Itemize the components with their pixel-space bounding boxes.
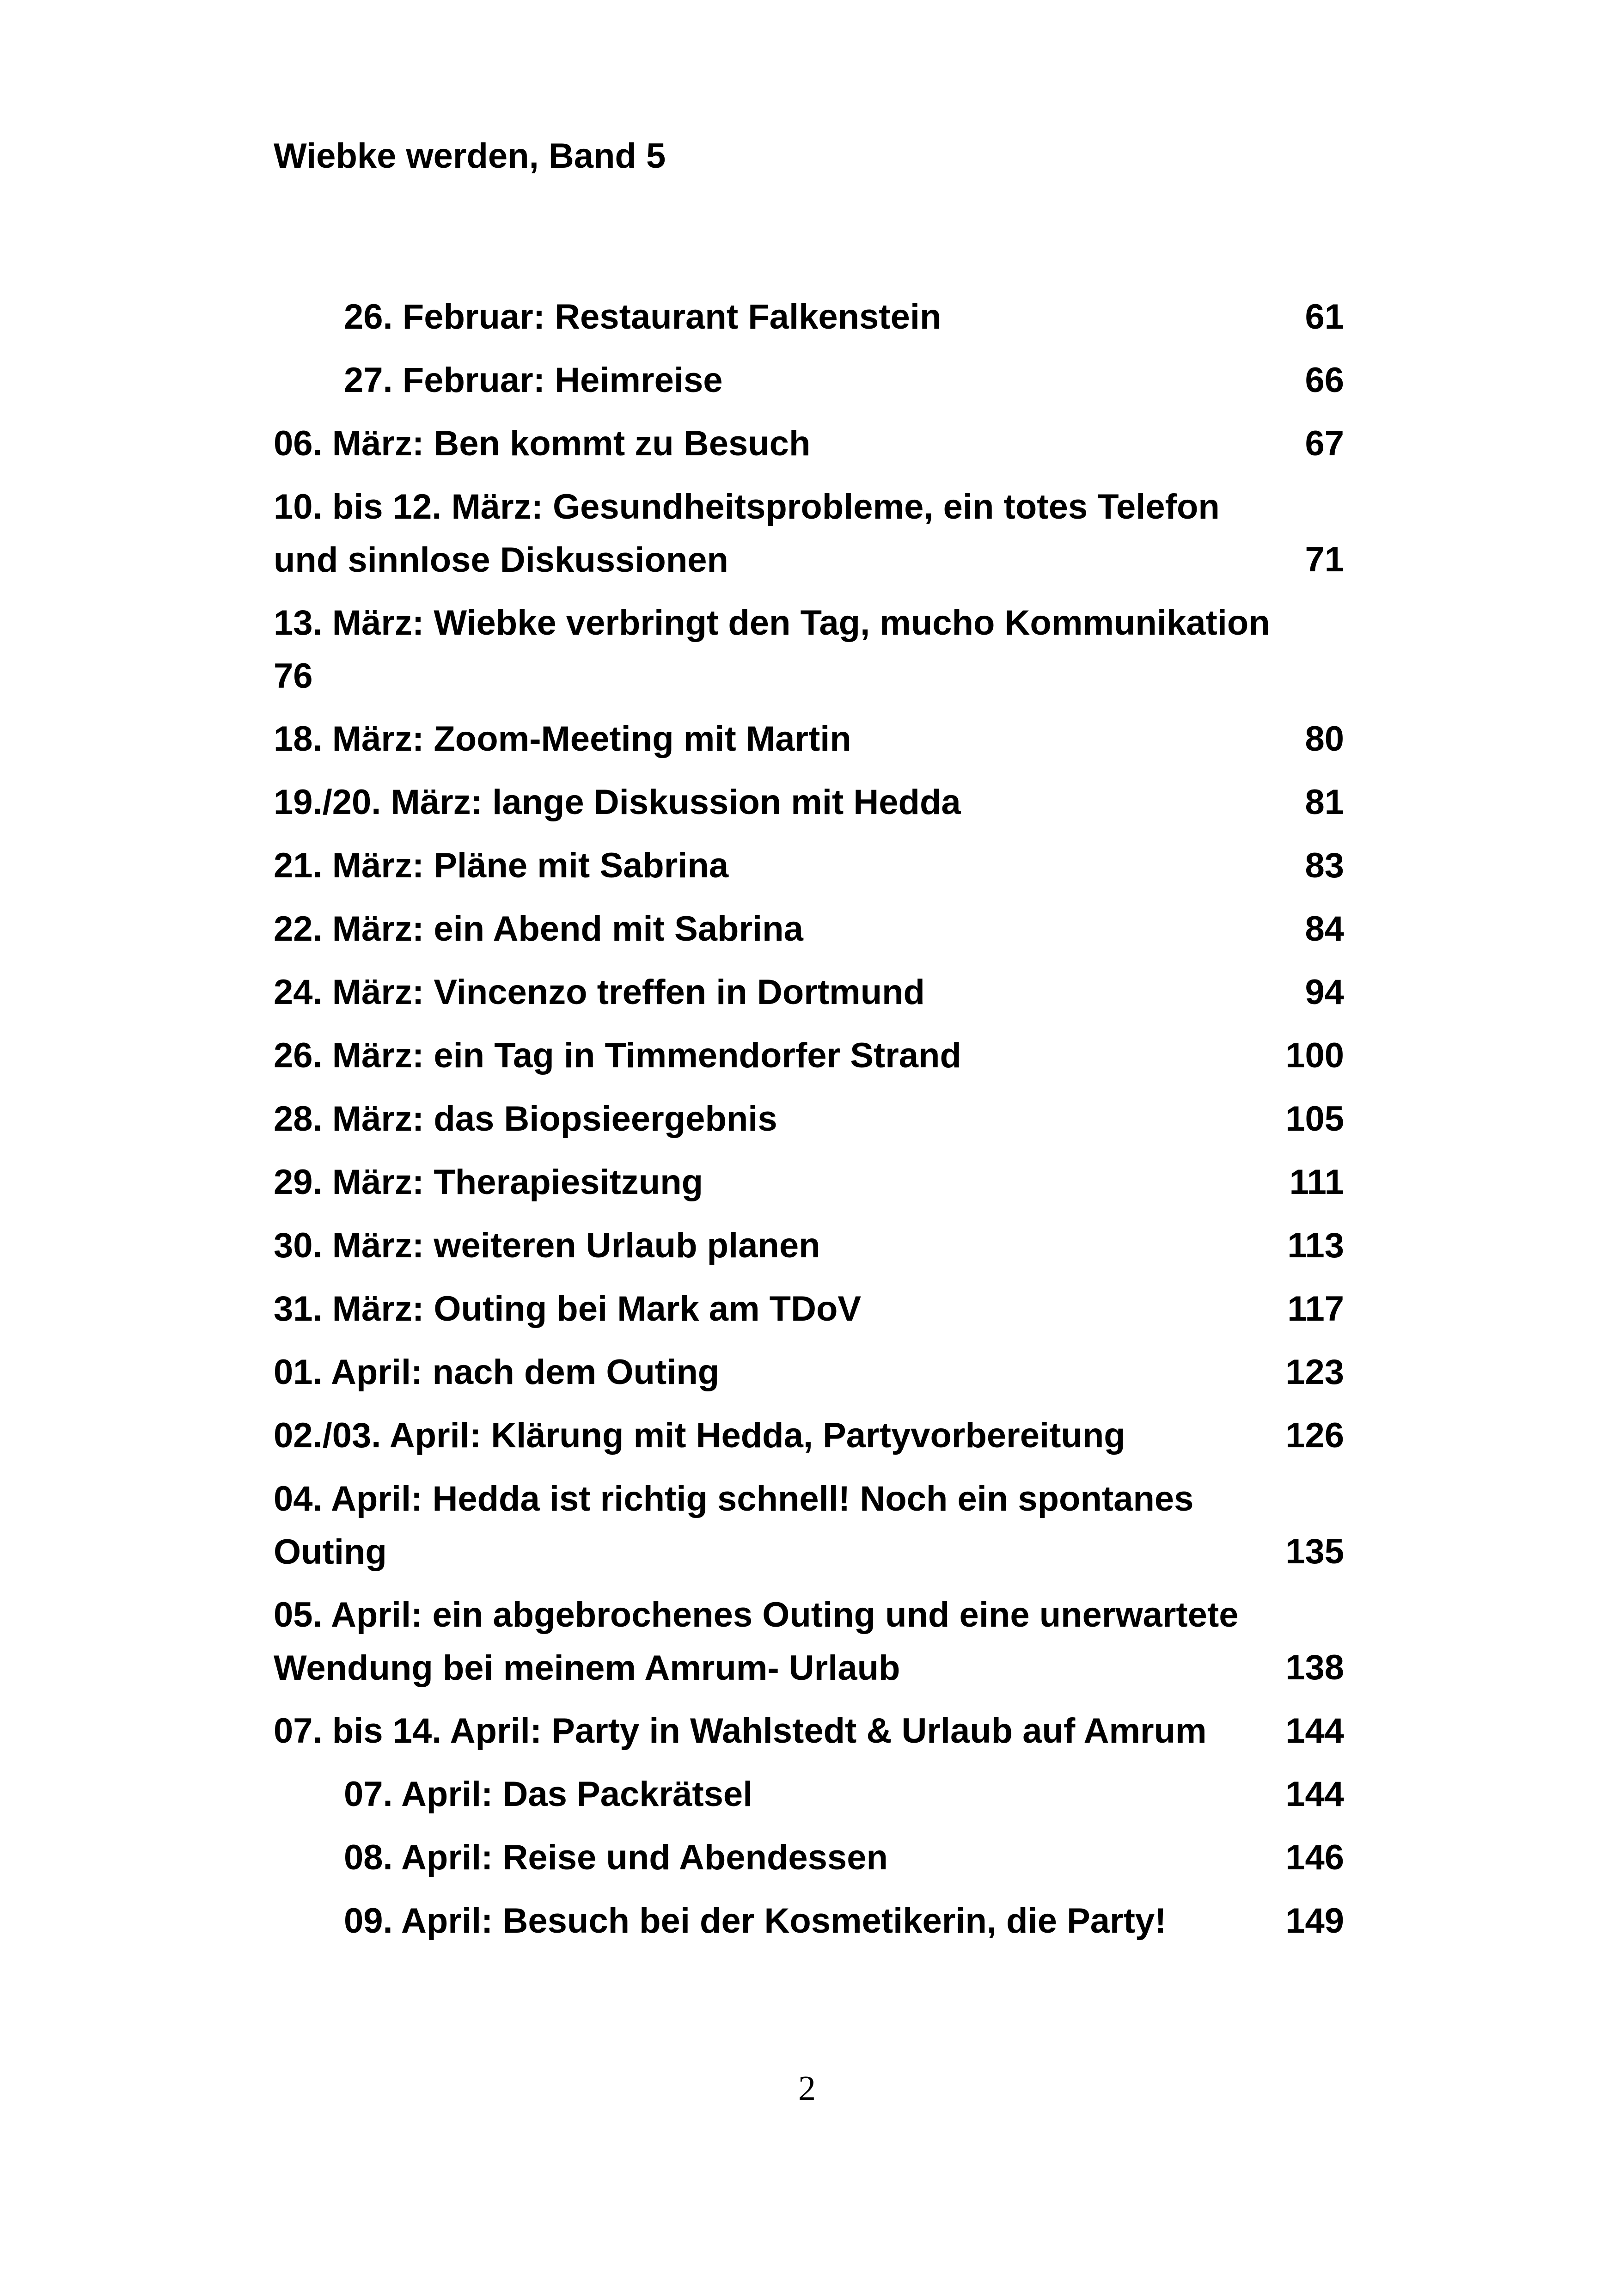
toc-entry-title: 22. März: ein Abend mit Sabrina	[274, 909, 803, 949]
toc-entry-title: 02./03. April: Klärung mit Hedda, Partyvorbereitung	[274, 1416, 1125, 1455]
toc-entry-title: 27. Februar: Heimreise	[344, 361, 723, 400]
toc-entry	[274, 1704, 1344, 1768]
toc-entry-page: 67	[1305, 424, 1344, 463]
toc-entry-page: 81	[1305, 783, 1344, 822]
toc-entry-page: 80	[1305, 719, 1344, 759]
toc-entry-title: 18. März: Zoom-Meeting mit Martin	[274, 719, 851, 759]
toc-entry-page: 126	[1285, 1416, 1344, 1455]
toc-entry-page: 111	[1289, 1163, 1344, 1202]
toc-entry	[274, 839, 1344, 902]
toc-entry	[274, 1831, 1344, 1894]
toc-entry-title: 31. März: Outing bei Mark am TDoV	[274, 1289, 862, 1329]
toc-entry-page: 83	[1305, 846, 1344, 885]
toc-entry-title: 21. März: Pläne mit Sabrina	[274, 846, 729, 885]
toc-entry-page: 61	[1305, 297, 1344, 337]
toc-entry	[274, 1472, 1344, 1588]
toc-entry-title: 26. März: ein Tag in Timmendorfer Strand	[274, 1036, 961, 1075]
table-of-contents	[274, 290, 1344, 1958]
toc-entry-title: 08. April: Reise und Abendessen	[344, 1838, 888, 1877]
toc-entry-title: 01. April: nach dem Outing	[274, 1353, 720, 1392]
page-number: 2	[798, 2069, 816, 2108]
toc-entry	[274, 1894, 1344, 1958]
toc-entry	[274, 1346, 1344, 1409]
toc-entry	[274, 776, 1344, 839]
toc-entry-title: 10. bis 12. März: Gesundheitsprobleme, ein totes Telefon und sinnlose Diskussionen	[274, 487, 1220, 580]
toc-entry	[274, 354, 1344, 417]
toc-entry-page: 144	[1285, 1711, 1344, 1751]
toc-entry-title: 09. April: Besuch bei der Kosmetikerin, die Party!	[344, 1901, 1167, 1941]
toc-entry-page: 144	[1285, 1775, 1344, 1814]
toc-entry-page: 105	[1285, 1099, 1344, 1139]
toc-entry-title: 24. März: Vincenzo treffen in Dortmund	[274, 973, 925, 1012]
toc-entry	[274, 1588, 1344, 1704]
toc-entry-title: 28. März: das Biopsieergebnis	[274, 1099, 777, 1139]
toc-entry	[274, 1029, 1344, 1092]
running-header: Wiebke werden, Band 5	[274, 136, 666, 176]
toc-entry-title: 05. April: ein abgebrochenes Outing und eine unerwartete Wendung bei meinem Amrum- Urlaub	[274, 1595, 1239, 1688]
toc-entry-page: 117	[1287, 1289, 1344, 1329]
toc-entry-title: 30. März: weiteren Urlaub planen	[274, 1226, 820, 1265]
toc-entry-title: 04. April: Hedda ist richtig schnell! Noch ein spontanes Outing	[274, 1479, 1194, 1572]
toc-entry-title: 07. April: Das Packrätsel	[344, 1775, 753, 1814]
toc-entry	[274, 1409, 1344, 1472]
toc-entry	[274, 1156, 1344, 1219]
toc-entry-title: 19./20. März: lange Diskussion mit Hedda	[274, 783, 961, 822]
toc-entry-page: 113	[1287, 1226, 1344, 1265]
toc-entry-page: 149	[1285, 1901, 1344, 1941]
toc-entry	[274, 1219, 1344, 1282]
toc-entry-page: 66	[1305, 361, 1344, 400]
toc-entry	[274, 417, 1344, 480]
toc-entry-page: 84	[1305, 909, 1344, 949]
toc-entry-title: 26. Februar: Restaurant Falkenstein	[344, 297, 942, 337]
toc-entry-page: 138	[1285, 1648, 1344, 1687]
toc-entry-title: 06. März: Ben kommt zu Besuch	[274, 424, 811, 463]
toc-entry-page: 135	[1285, 1532, 1344, 1571]
toc-entry	[274, 596, 1344, 712]
toc-entry	[274, 966, 1344, 1029]
toc-entry-page: 71	[1305, 540, 1344, 579]
toc-entry	[274, 712, 1344, 776]
toc-entry	[274, 1092, 1344, 1156]
toc-entry-page: 146	[1285, 1838, 1344, 1877]
toc-entry	[274, 1282, 1344, 1346]
toc-entry	[274, 902, 1344, 966]
toc-entry-title: 07. bis 14. April: Party in Wahlstedt & Urlaub auf Amrum	[274, 1711, 1207, 1751]
toc-entry-page: 123	[1285, 1353, 1344, 1392]
toc-entry-title: 13. März: Wiebke verbringt den Tag, mucho Kommunikation 76	[274, 603, 1270, 696]
toc-entry-page: 100	[1285, 1036, 1344, 1075]
toc-entry	[274, 1768, 1344, 1831]
toc-entry	[274, 480, 1344, 596]
toc-entry	[274, 290, 1344, 354]
toc-entry-title: 29. März: Therapiesitzung	[274, 1163, 703, 1202]
toc-entry-page: 94	[1305, 973, 1344, 1012]
